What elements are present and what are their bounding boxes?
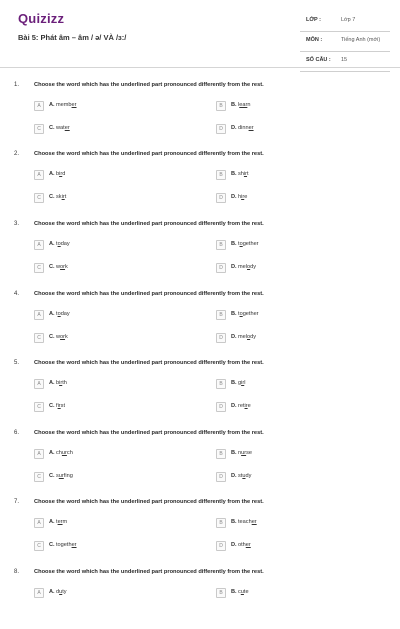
- option-a[interactable]: [34, 518, 174, 528]
- option-letter: B.: [231, 311, 237, 317]
- word-prefix: sh: [238, 171, 244, 177]
- lesson-title: Bài 5: Phát âm – âm / ə/ VÀ /ɜ:/: [18, 33, 127, 42]
- option-checkbox[interactable]: A: [34, 588, 44, 598]
- underlined-sound: o: [247, 334, 251, 340]
- word-prefix: f: [56, 403, 58, 409]
- word-suffix: e: [244, 194, 248, 200]
- question-number: 8.: [14, 569, 20, 575]
- word-suffix: e: [247, 403, 251, 409]
- word-suffix: dy: [250, 264, 257, 270]
- option-checkbox[interactable]: A: [34, 518, 44, 528]
- question-text: Choose the word which has the underlined part pronounced differently from the rest.: [34, 569, 264, 575]
- underlined-sound: o: [239, 241, 243, 247]
- option-word: [238, 589, 249, 595]
- option-b[interactable]: [216, 379, 356, 389]
- word-prefix: memb: [56, 102, 72, 108]
- option-letter: B.: [231, 450, 237, 456]
- option-word: [238, 542, 251, 548]
- option-letter: C.: [49, 194, 55, 200]
- question-text: Choose the word which has the underlined part pronounced differently from the rest.: [34, 360, 264, 366]
- option-checkbox[interactable]: B: [216, 310, 226, 320]
- option-checkbox[interactable]: B: [216, 449, 226, 459]
- question-number: 6.: [14, 430, 20, 436]
- option-letter: B.: [231, 241, 237, 247]
- option-c[interactable]: [34, 472, 174, 482]
- option-checkbox[interactable]: C: [34, 402, 44, 412]
- word-prefix: st: [238, 473, 243, 479]
- option-checkbox[interactable]: B: [216, 240, 226, 250]
- option-word: [56, 380, 67, 386]
- word-suffix: t: [247, 171, 249, 177]
- option-checkbox[interactable]: B: [216, 101, 226, 111]
- meta-value: Lớp 7: [341, 17, 356, 23]
- word-suffix: te: [243, 589, 249, 595]
- option-word: [56, 264, 68, 270]
- option-checkbox[interactable]: B: [216, 518, 226, 528]
- word-suffix: dy: [245, 473, 252, 479]
- word-suffix: n: [247, 102, 251, 108]
- underlined-sound: u: [240, 589, 244, 595]
- question-7: [0, 499, 400, 559]
- word-prefix: ret: [238, 403, 245, 409]
- option-checkbox[interactable]: A: [34, 170, 44, 180]
- option-letter: D.: [231, 125, 237, 131]
- option-b[interactable]: [216, 310, 356, 320]
- word-prefix: teach: [238, 519, 252, 525]
- option-c[interactable]: [34, 541, 174, 551]
- option-c[interactable]: [34, 124, 174, 134]
- word-suffix: m: [62, 519, 68, 525]
- option-letter: A.: [49, 102, 55, 108]
- option-a[interactable]: [34, 310, 174, 320]
- option-b[interactable]: [216, 449, 356, 459]
- option-letter: B.: [231, 519, 237, 525]
- option-b[interactable]: [216, 101, 356, 111]
- option-b[interactable]: [216, 588, 356, 598]
- meta-value: 15: [341, 57, 348, 63]
- option-word: [238, 403, 251, 409]
- word-suffix: day: [60, 311, 70, 317]
- question-text: Choose the word which has the underlined part pronounced differently from the rest.: [34, 151, 264, 157]
- underlined-sound: er: [71, 542, 77, 548]
- option-checkbox[interactable]: D: [216, 402, 226, 412]
- option-checkbox[interactable]: D: [216, 193, 226, 203]
- option-letter: B.: [231, 380, 237, 386]
- option-word: [238, 334, 256, 340]
- underlined-sound: er: [248, 125, 254, 131]
- option-letter: C.: [49, 125, 55, 131]
- option-word: [56, 194, 66, 200]
- word-prefix: c: [238, 589, 241, 595]
- meta-label: SỐ CÂU :: [306, 57, 331, 63]
- underlined-sound: u: [242, 473, 246, 479]
- option-letter: D.: [231, 403, 237, 409]
- option-word: [238, 450, 252, 456]
- option-word: [238, 194, 247, 200]
- option-letter: D.: [231, 542, 237, 548]
- option-word: [56, 241, 70, 247]
- question-number: 7.: [14, 499, 20, 505]
- underlined-sound: ir: [61, 194, 65, 200]
- word-prefix: mel: [238, 334, 248, 340]
- word-suffix: dy: [250, 334, 257, 340]
- option-d[interactable]: [216, 472, 356, 482]
- option-d[interactable]: [216, 541, 356, 551]
- option-letter: B.: [231, 589, 237, 595]
- option-letter: A.: [49, 450, 55, 456]
- option-d[interactable]: [216, 333, 356, 343]
- option-d[interactable]: [216, 263, 356, 273]
- option-c[interactable]: [34, 193, 174, 203]
- word-suffix: d: [62, 171, 66, 177]
- question-text: Choose the word which has the underlined part pronounced differently from the rest.: [34, 430, 264, 436]
- underlined-sound: ir: [244, 403, 248, 409]
- option-checkbox[interactable]: C: [34, 263, 44, 273]
- word-prefix: wat: [56, 125, 65, 131]
- word-prefix: togeth: [56, 542, 72, 548]
- option-a[interactable]: [34, 240, 174, 250]
- option-checkbox[interactable]: A: [34, 310, 44, 320]
- word-suffix: ch: [66, 450, 73, 456]
- word-prefix: w: [56, 334, 61, 340]
- option-letter: A.: [49, 241, 55, 247]
- word-suffix: k: [65, 264, 68, 270]
- word-prefix: t: [238, 311, 240, 317]
- underlined-sound: or: [60, 334, 66, 340]
- word-prefix: g: [238, 380, 242, 386]
- option-letter: A.: [49, 519, 55, 525]
- word-suffix: day: [60, 241, 70, 247]
- option-letter: C.: [49, 334, 55, 340]
- word-prefix: b: [56, 171, 60, 177]
- option-word: [56, 171, 65, 177]
- word-prefix: dinn: [238, 125, 249, 131]
- option-a[interactable]: [34, 170, 174, 180]
- underlined-sound: ur: [58, 473, 64, 479]
- question-number: 1.: [14, 82, 20, 88]
- option-letter: A.: [49, 311, 55, 317]
- option-word: [56, 589, 67, 595]
- underlined-sound: er: [57, 519, 63, 525]
- word-suffix: k: [65, 334, 68, 340]
- word-prefix: t: [56, 241, 58, 247]
- underlined-sound: ir: [59, 380, 63, 386]
- word-prefix: l: [238, 102, 240, 108]
- question-2: [0, 151, 400, 211]
- option-word: [238, 241, 259, 247]
- option-letter: C.: [49, 542, 55, 548]
- question-1: [0, 82, 400, 142]
- question-8: [0, 569, 400, 629]
- word-suffix: fing: [63, 473, 73, 479]
- word-prefix: n: [238, 450, 242, 456]
- option-b[interactable]: [216, 170, 356, 180]
- option-b[interactable]: [216, 518, 356, 528]
- question-5: [0, 360, 400, 420]
- meta-value: Tiếng Anh (mới): [341, 37, 381, 43]
- option-word: [56, 519, 67, 525]
- word-suffix: gether: [242, 311, 259, 317]
- option-checkbox[interactable]: C: [34, 193, 44, 203]
- option-b[interactable]: [216, 240, 356, 250]
- question-number: 2.: [14, 151, 20, 157]
- option-letter: C.: [49, 473, 55, 479]
- option-checkbox[interactable]: D: [216, 541, 226, 551]
- underlined-sound: or: [60, 264, 66, 270]
- option-a[interactable]: [34, 379, 174, 389]
- option-checkbox[interactable]: A: [34, 101, 44, 111]
- word-prefix: oth: [238, 542, 246, 548]
- question-6: [0, 430, 400, 490]
- option-word: [56, 311, 70, 317]
- quizizz-logo: Quizizz: [18, 11, 65, 26]
- question-text: Choose the word which has the underlined part pronounced differently from the rest.: [34, 82, 264, 88]
- question-text: Choose the word which has the underlined part pronounced differently from the rest.: [34, 499, 264, 505]
- word-suffix: se: [246, 450, 253, 456]
- underlined-sound: ear: [239, 102, 248, 108]
- meta-label: LỚP :: [306, 17, 321, 23]
- option-word: [56, 125, 70, 131]
- option-checkbox[interactable]: D: [216, 263, 226, 273]
- underlined-sound: ir: [59, 171, 63, 177]
- option-letter: D.: [231, 334, 237, 340]
- option-word: [238, 380, 245, 386]
- question-text: Choose the word which has the underlined part pronounced differently from the rest.: [34, 221, 264, 227]
- word-prefix: t: [56, 519, 58, 525]
- question-4: [0, 291, 400, 351]
- word-prefix: h: [238, 194, 242, 200]
- option-word: [238, 102, 250, 108]
- option-word: [56, 450, 73, 456]
- option-checkbox[interactable]: D: [216, 124, 226, 134]
- word-suffix: st: [60, 403, 66, 409]
- word-suffix: gether: [242, 241, 259, 247]
- option-word: [56, 473, 73, 479]
- underlined-sound: o: [239, 311, 243, 317]
- option-letter: A.: [49, 171, 55, 177]
- option-checkbox[interactable]: A: [34, 240, 44, 250]
- question-text: Choose the word which has the underlined part pronounced differently from the rest.: [34, 291, 264, 297]
- option-checkbox[interactable]: B: [216, 588, 226, 598]
- word-prefix: sk: [56, 194, 62, 200]
- word-prefix: ch: [56, 450, 62, 456]
- word-suffix: t: [64, 194, 67, 200]
- word-prefix: s: [56, 473, 59, 479]
- word-prefix: t: [56, 311, 58, 317]
- underlined-sound: ir: [241, 380, 245, 386]
- option-letter: D.: [231, 194, 237, 200]
- question-number: 3.: [14, 221, 20, 227]
- option-word: [238, 125, 254, 131]
- option-checkbox[interactable]: C: [34, 333, 44, 343]
- option-d[interactable]: [216, 124, 356, 134]
- word-suffix: ty: [62, 589, 67, 595]
- option-a[interactable]: [34, 101, 174, 111]
- option-word: [238, 171, 249, 177]
- option-checkbox[interactable]: D: [216, 333, 226, 343]
- option-checkbox[interactable]: A: [34, 379, 44, 389]
- option-a[interactable]: [34, 449, 174, 459]
- word-suffix: l: [244, 380, 246, 386]
- option-word: [238, 311, 259, 317]
- option-checkbox[interactable]: D: [216, 472, 226, 482]
- question-number: 4.: [14, 291, 20, 297]
- option-c[interactable]: [34, 402, 174, 412]
- option-letter: A.: [49, 589, 55, 595]
- word-prefix: mel: [238, 264, 248, 270]
- underlined-sound: er: [71, 102, 77, 108]
- option-word: [238, 519, 257, 525]
- option-letter: C.: [49, 403, 55, 409]
- option-word: [56, 542, 77, 548]
- option-word: [56, 102, 77, 108]
- underlined-sound: er: [251, 519, 257, 525]
- word-prefix: b: [56, 380, 60, 386]
- underlined-sound: ir: [57, 403, 61, 409]
- underlined-sound: ir: [241, 194, 245, 200]
- option-d[interactable]: [216, 193, 356, 203]
- option-word: [56, 403, 65, 409]
- option-letter: B.: [231, 102, 237, 108]
- word-prefix: t: [238, 241, 240, 247]
- underlined-sound: er: [64, 125, 70, 131]
- option-checkbox[interactable]: C: [34, 541, 44, 551]
- word-prefix: w: [56, 264, 61, 270]
- word-prefix: d: [56, 589, 60, 595]
- option-letter: D.: [231, 473, 237, 479]
- question-3: [0, 221, 400, 281]
- option-word: [56, 334, 68, 340]
- underlined-sound: ur: [61, 450, 67, 456]
- option-checkbox[interactable]: A: [34, 449, 44, 459]
- underlined-sound: ir: [243, 171, 248, 177]
- option-word: [238, 264, 256, 270]
- underlined-sound: ur: [241, 450, 247, 456]
- option-checkbox[interactable]: B: [216, 379, 226, 389]
- option-d[interactable]: [216, 402, 356, 412]
- underlined-sound: o: [57, 311, 61, 317]
- question-number: 5.: [14, 360, 20, 366]
- option-letter: D.: [231, 264, 237, 270]
- option-letter: B.: [231, 171, 237, 177]
- option-checkbox[interactable]: C: [34, 472, 44, 482]
- option-word: [238, 473, 251, 479]
- option-letter: C.: [49, 264, 55, 270]
- underlined-sound: o: [57, 241, 61, 247]
- option-letter: A.: [49, 380, 55, 386]
- option-c[interactable]: [34, 263, 174, 273]
- underlined-sound: u: [59, 589, 63, 595]
- underlined-sound: o: [247, 264, 251, 270]
- option-checkbox[interactable]: B: [216, 170, 226, 180]
- option-c[interactable]: [34, 333, 174, 343]
- option-checkbox[interactable]: C: [34, 124, 44, 134]
- meta-label: MÔN :: [306, 37, 323, 43]
- underlined-sound: er: [245, 542, 251, 548]
- word-suffix: th: [62, 380, 67, 386]
- option-a[interactable]: [34, 588, 174, 598]
